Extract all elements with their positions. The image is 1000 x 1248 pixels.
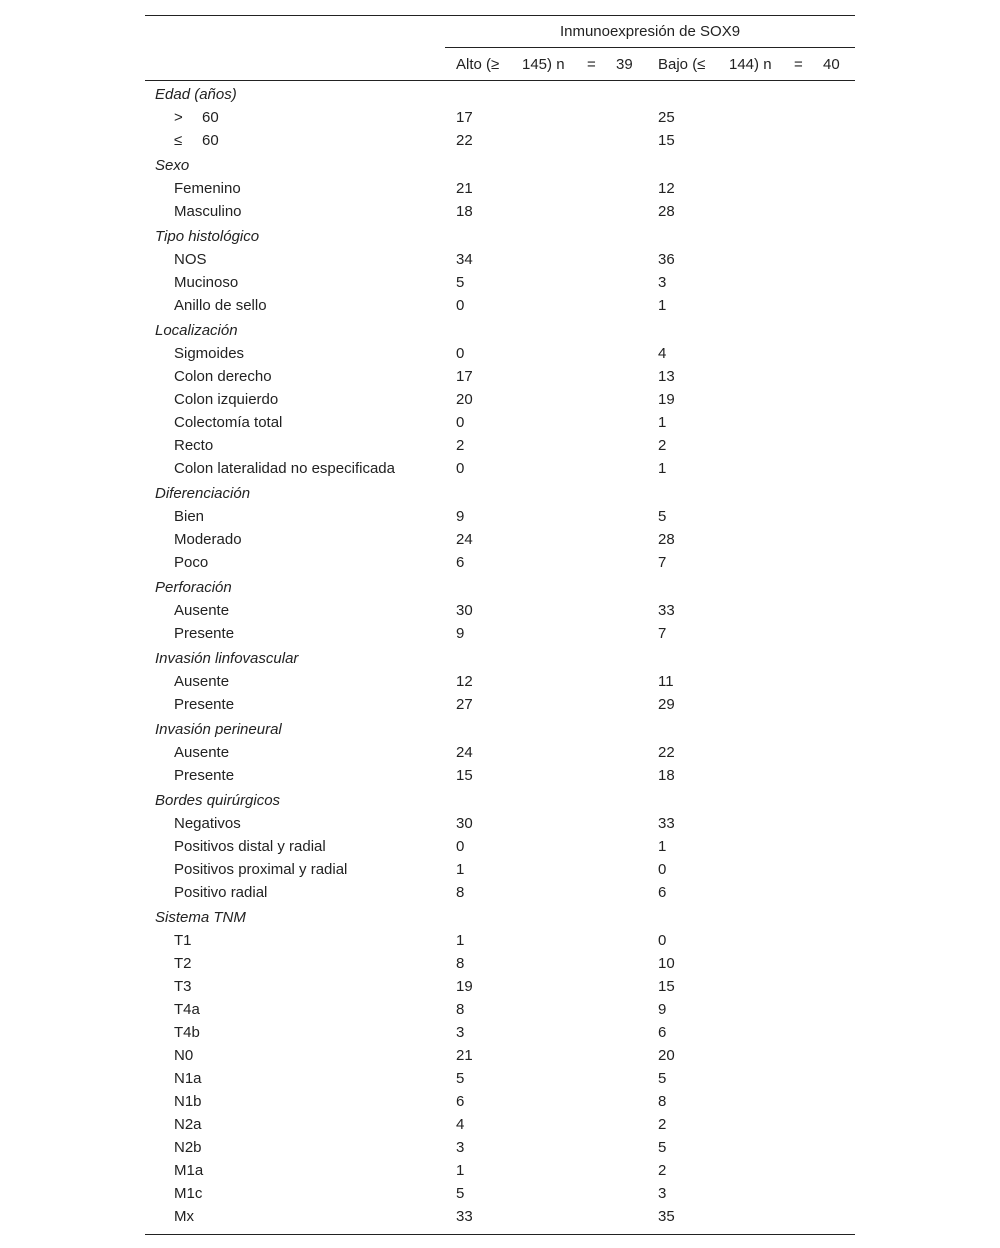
cell-high-sox9: 21 (456, 180, 473, 197)
table-row (145, 672, 855, 695)
col-high-part-c: = (587, 56, 596, 73)
cell-high-sox9: 30 (456, 815, 473, 832)
cell-low-sox9: 35 (658, 1208, 675, 1225)
col-high-part-b: 145) n (522, 56, 565, 73)
table-row (145, 977, 855, 1000)
row-label-text: T1 (174, 932, 192, 949)
cell-high-sox9: 8 (456, 1001, 465, 1018)
row-label-text: Bordes quirúrgicos (155, 792, 281, 809)
table-row (145, 860, 855, 883)
row-label-text: Diferenciación (155, 485, 251, 502)
row-label-text: Sexo (155, 157, 190, 174)
cell-low-sox9: 25 (658, 109, 675, 126)
cell-low-sox9: 3 (658, 1185, 667, 1202)
table-row (145, 131, 855, 154)
row-label (174, 109, 219, 126)
row-label (174, 955, 192, 972)
row-label (174, 767, 234, 784)
cell-high-sox9: 24 (456, 531, 473, 548)
row-label (174, 978, 192, 995)
table-row (145, 883, 855, 906)
cell-low-sox9: 4 (658, 345, 667, 362)
cell-high-sox9: 4 (456, 1116, 465, 1133)
cell-high-sox9: 2 (456, 437, 465, 454)
col-low-part-a: Bajo (≤ (658, 56, 706, 73)
row-label (174, 297, 267, 314)
group-heading-row (145, 647, 855, 672)
row-label (174, 554, 208, 571)
col-low-part-d: 40 (823, 56, 840, 73)
cell-high-sox9: 19 (456, 978, 473, 995)
cell-low-sox9: 8 (658, 1093, 667, 1110)
table-row (145, 530, 855, 553)
cell-high-sox9: 5 (456, 1185, 465, 1202)
table-row (145, 390, 855, 413)
cell-high-sox9: 8 (456, 884, 465, 901)
row-label (174, 391, 278, 408)
row-label-text: N0 (174, 1047, 194, 1064)
row-label (174, 460, 395, 477)
cell-low-sox9: 18 (658, 767, 675, 784)
table-row (145, 1161, 855, 1184)
row-label-text: Tipo histológico (155, 228, 260, 245)
row-label-text: 60 (202, 109, 219, 126)
table-row (145, 1207, 855, 1230)
row-label-text: Sigmoides (174, 345, 245, 362)
table-row (145, 814, 855, 837)
group-label (155, 909, 246, 926)
row-label-text: Sistema TNM (155, 909, 246, 926)
cell-low-sox9: 6 (658, 884, 667, 901)
cell-low-sox9: 2 (658, 1162, 667, 1179)
table-row (145, 954, 855, 977)
cell-low-sox9: 19 (658, 391, 675, 408)
row-label-text: Ausente (174, 602, 230, 619)
group-label (155, 650, 298, 667)
group-heading-row (145, 83, 855, 108)
group-heading-row (145, 906, 855, 931)
cell-high-sox9: 3 (456, 1024, 465, 1041)
cell-high-sox9: 5 (456, 1070, 465, 1087)
group-heading-row (145, 319, 855, 344)
table-row (145, 179, 855, 202)
cell-high-sox9: 8 (456, 955, 465, 972)
row-label (174, 1139, 202, 1156)
table-row (145, 436, 855, 459)
cell-high-sox9: 0 (456, 460, 465, 477)
cell-high-sox9: 0 (456, 345, 465, 362)
cell-low-sox9: 9 (658, 1001, 667, 1018)
spanning-header-row (145, 16, 855, 48)
group-label (155, 157, 189, 174)
table-row (145, 837, 855, 860)
col-high-part-a: Alto (≥ (456, 56, 500, 73)
cell-high-sox9: 15 (456, 767, 473, 784)
row-label (174, 274, 238, 291)
cell-high-sox9: 1 (456, 1162, 465, 1179)
row-label (174, 132, 219, 149)
cell-low-sox9: 20 (658, 1047, 675, 1064)
row-label-text: M1c (174, 1185, 203, 1202)
row-label (174, 861, 347, 878)
cell-high-sox9: 6 (456, 554, 465, 571)
table-row (145, 202, 855, 225)
cell-high-sox9: 9 (456, 625, 465, 642)
row-label-text: N2a (174, 1116, 202, 1133)
table-row (145, 1115, 855, 1138)
row-label-text: Poco (174, 554, 209, 571)
cell-low-sox9: 13 (658, 368, 675, 385)
row-label-text: Masculino (174, 203, 242, 220)
row-label (174, 203, 242, 220)
row-label (174, 838, 326, 855)
cell-high-sox9: 0 (456, 414, 465, 431)
cell-low-sox9: 29 (658, 696, 675, 713)
group-label (155, 721, 282, 738)
row-label (174, 251, 207, 268)
group-label (155, 485, 250, 502)
table-row (145, 459, 855, 482)
table-row (145, 1069, 855, 1092)
cell-high-sox9: 0 (456, 838, 465, 855)
cell-low-sox9: 33 (658, 602, 675, 619)
group-label (155, 579, 232, 596)
table-row (145, 1000, 855, 1023)
sox9-table (145, 15, 855, 1235)
row-label (174, 1070, 202, 1087)
row-label-text: Mx (174, 1208, 194, 1225)
cell-low-sox9: 1 (658, 838, 667, 855)
table-row (145, 250, 855, 273)
row-label-text: Mucinoso (174, 274, 239, 291)
cell-low-sox9: 0 (658, 932, 667, 949)
group-heading-row (145, 789, 855, 814)
row-label (174, 815, 241, 832)
table-row (145, 601, 855, 624)
table-row (145, 1184, 855, 1207)
row-label (174, 744, 229, 761)
row-label-operator: > (174, 109, 183, 126)
row-label-text: Positivos distal y radial (174, 838, 326, 855)
row-label-text: Moderado (174, 531, 242, 548)
row-label-text: Invasión linfovascular (155, 650, 299, 667)
row-label-text: Presente (174, 625, 235, 642)
row-label-text: T3 (174, 978, 192, 995)
cell-low-sox9: 28 (658, 531, 675, 548)
row-label-text: Ausente (174, 744, 230, 761)
group-heading-row (145, 225, 855, 250)
cell-high-sox9: 21 (456, 1047, 473, 1064)
row-label (174, 1001, 200, 1018)
cell-high-sox9: 9 (456, 508, 465, 525)
group-heading-row (145, 154, 855, 179)
table-row (145, 273, 855, 296)
cell-high-sox9: 20 (456, 391, 473, 408)
row-label-text: 60 (202, 132, 219, 149)
row-label-text: Recto (174, 437, 214, 454)
row-label-text: Femenino (174, 180, 241, 197)
row-label (174, 508, 204, 525)
cell-low-sox9: 7 (658, 625, 667, 642)
row-label-text: T2 (174, 955, 192, 972)
cell-low-sox9: 1 (658, 297, 667, 314)
table-row (145, 743, 855, 766)
table-row (145, 1046, 855, 1069)
cell-high-sox9: 30 (456, 602, 473, 619)
cell-high-sox9: 6 (456, 1093, 465, 1110)
row-label-text: M1a (174, 1162, 204, 1179)
row-label-text: Positivos proximal y radial (174, 861, 348, 878)
cell-high-sox9: 33 (456, 1208, 473, 1225)
cell-high-sox9: 17 (456, 368, 473, 385)
row-label (174, 531, 242, 548)
cell-low-sox9: 5 (658, 508, 667, 525)
row-label (174, 414, 282, 431)
cell-low-sox9: 11 (658, 673, 674, 690)
cell-low-sox9: 1 (658, 460, 667, 477)
cell-low-sox9: 12 (658, 180, 675, 197)
table-row (145, 766, 855, 789)
row-label-text: NOS (174, 251, 207, 268)
row-label-text: T4a (174, 1001, 200, 1018)
cell-high-sox9: 5 (456, 274, 465, 291)
cell-low-sox9: 28 (658, 203, 675, 220)
row-label-text: T4b (174, 1024, 200, 1041)
row-label-text: Colectomía total (174, 414, 283, 431)
table-row (145, 507, 855, 530)
cell-high-sox9: 22 (456, 132, 473, 149)
row-label (174, 1162, 203, 1179)
row-label-text: Localización (155, 322, 238, 339)
cell-high-sox9: 24 (456, 744, 473, 761)
cell-high-sox9: 17 (456, 109, 473, 126)
cell-low-sox9: 5 (658, 1070, 667, 1087)
row-label (174, 1208, 194, 1225)
row-label (174, 368, 272, 385)
row-label (174, 1185, 202, 1202)
cell-low-sox9: 33 (658, 815, 675, 832)
row-label-text: N1b (174, 1093, 202, 1110)
cell-high-sox9: 0 (456, 297, 465, 314)
row-label (174, 437, 213, 454)
row-label (174, 696, 234, 713)
group-label (155, 228, 259, 245)
group-heading-row (145, 576, 855, 601)
row-label-text: Perforación (155, 579, 232, 596)
row-label-text: Colon izquierdo (174, 391, 279, 408)
row-label (174, 625, 234, 642)
row-label (174, 1024, 200, 1041)
row-label-text: Edad (años) (155, 86, 237, 103)
table-row (145, 296, 855, 319)
group-label (155, 86, 237, 103)
table-row (145, 1138, 855, 1161)
row-label (174, 602, 229, 619)
table-row (145, 624, 855, 647)
row-label-text: Positivo radial (174, 884, 268, 901)
row-label (174, 1116, 202, 1133)
group-label (155, 792, 280, 809)
cell-low-sox9: 2 (658, 437, 667, 454)
row-label-operator: ≤ (174, 132, 183, 149)
table-row (145, 367, 855, 390)
cell-low-sox9: 15 (658, 132, 675, 149)
cell-low-sox9: 6 (658, 1024, 667, 1041)
cell-high-sox9: 3 (456, 1139, 465, 1156)
table-body (145, 81, 855, 1234)
cell-high-sox9: 34 (456, 251, 473, 268)
col-low-part-c: = (794, 56, 803, 73)
cell-low-sox9: 10 (658, 955, 675, 972)
row-label (174, 180, 241, 197)
cell-low-sox9: 7 (658, 554, 667, 571)
row-label-text: Presente (174, 696, 235, 713)
row-label-text: Anillo de sello (174, 297, 267, 314)
row-label (174, 932, 192, 949)
row-label-text: Colon derecho (174, 368, 272, 385)
group-label (155, 322, 238, 339)
table-row (145, 695, 855, 718)
table-row (145, 553, 855, 576)
row-label (174, 673, 229, 690)
cell-high-sox9: 1 (456, 861, 465, 878)
cell-low-sox9: 3 (658, 274, 667, 291)
cell-low-sox9: 22 (658, 744, 675, 761)
row-label (174, 1093, 202, 1110)
row-label (174, 1047, 193, 1064)
row-label-text: Negativos (174, 815, 241, 832)
column-header-row (145, 48, 855, 80)
cell-low-sox9: 1 (658, 414, 667, 431)
row-label-text: Colon lateralidad no especificada (174, 460, 395, 477)
table-row (145, 413, 855, 436)
group-heading-row (145, 718, 855, 743)
cell-low-sox9: 36 (658, 251, 675, 268)
table-row (145, 931, 855, 954)
cell-low-sox9: 0 (658, 861, 667, 878)
cell-high-sox9: 12 (456, 673, 473, 690)
cell-low-sox9: 5 (658, 1139, 667, 1156)
table-row (145, 108, 855, 131)
row-label-text: Presente (174, 767, 235, 784)
cell-high-sox9: 1 (456, 932, 465, 949)
row-label-text: Invasión perineural (155, 721, 282, 738)
table-row (145, 1023, 855, 1046)
row-label-text: N1a (174, 1070, 202, 1087)
table-row (145, 1092, 855, 1115)
cell-low-sox9: 15 (658, 978, 675, 995)
row-label (174, 345, 244, 362)
table-bottom-rule (145, 1234, 855, 1235)
spanning-header-title: Inmunoexpresión de SOX9 (559, 23, 741, 40)
row-label (174, 884, 267, 901)
cell-high-sox9: 27 (456, 696, 473, 713)
row-label-text: N2b (174, 1139, 202, 1156)
row-label-text: Ausente (174, 673, 230, 690)
col-high-part-d: 39 (616, 56, 633, 73)
table-row (145, 344, 855, 367)
group-heading-row (145, 482, 855, 507)
col-low-part-b: 144) n (729, 56, 772, 73)
cell-low-sox9: 2 (658, 1116, 667, 1133)
cell-high-sox9: 18 (456, 203, 473, 220)
row-label-text: Bien (174, 508, 205, 525)
